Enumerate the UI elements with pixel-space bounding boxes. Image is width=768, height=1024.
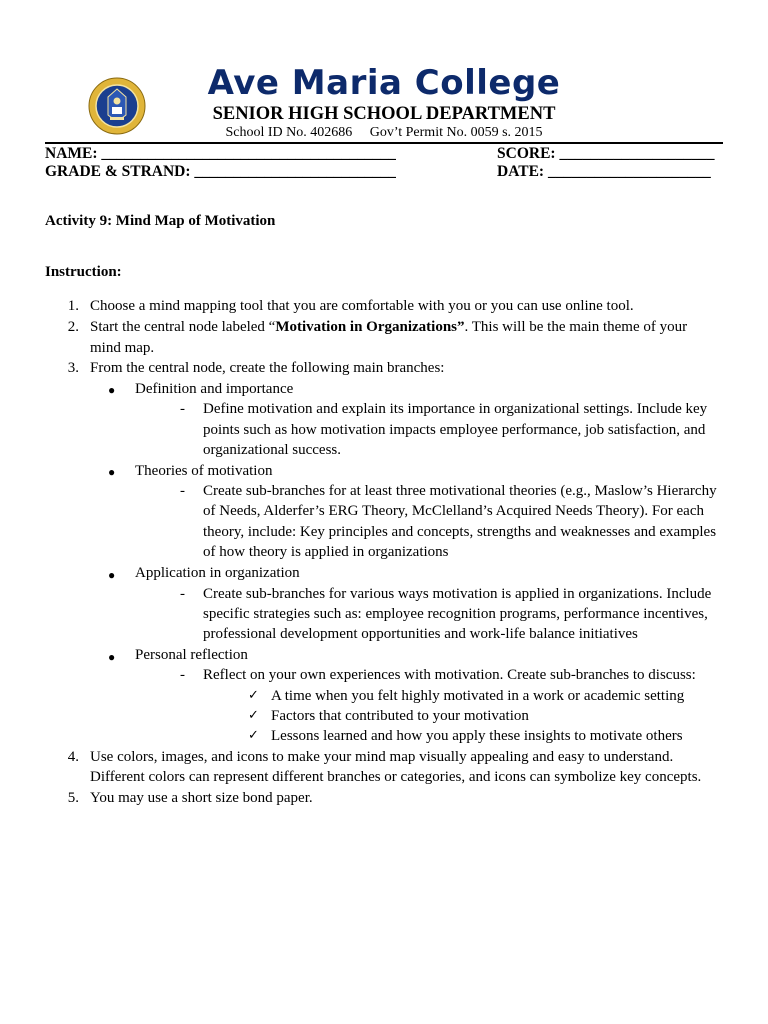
branch-detail: Create sub-branches for at least three motivational theories (e.g., Maslow’s Hierarchy xyxy=(203,483,717,499)
list-number: 5. xyxy=(67,790,79,806)
school-id: School ID No. 402686 xyxy=(225,125,353,140)
reflection-point: A time when you felt highly motivated in a work or academic setting xyxy=(271,688,685,704)
list-item-text: From the central node, create the following main branches: xyxy=(90,360,445,376)
text-segment: Start the central node labeled “ xyxy=(90,319,276,335)
name-field[interactable]: NAME: ______________________________________ xyxy=(45,145,396,162)
list-number: 4. xyxy=(67,749,79,765)
bullet-icon: ● xyxy=(108,465,116,479)
activity-title: Activity 9: Mind Map of Motivation xyxy=(45,213,276,229)
checkmark-icon: ✓ xyxy=(248,728,259,743)
bullet-icon: ● xyxy=(108,650,116,664)
list-number: 3. xyxy=(67,360,79,376)
list-item-text: You may use a short size bond paper. xyxy=(90,790,313,806)
dash-marker: - xyxy=(180,667,185,683)
checkmark-icon: ✓ xyxy=(248,688,259,703)
branch-detail: organizational success. xyxy=(203,442,342,458)
school-ids xyxy=(0,124,768,142)
dash-marker: - xyxy=(180,586,185,602)
branch-label: Theories of motivation xyxy=(135,463,273,479)
branch-label: Personal reflection xyxy=(135,647,248,663)
list-item-text: Choose a mind mapping tool that you are comfortable with you or you can use online tool. xyxy=(90,298,634,314)
dash-marker: - xyxy=(180,483,185,499)
college-name: Ave Maria College xyxy=(207,63,561,103)
department-name: SENIOR HIGH SCHOOL DEPARTMENT xyxy=(212,104,556,124)
branch-detail: of how theory is applied in organizations xyxy=(203,544,449,560)
list-item-text: Use colors, images, and icons to make your mind map visually appealing and easy to understand. xyxy=(90,749,674,765)
instruction-label: Instruction: xyxy=(45,264,122,280)
branch-label: Application in organization xyxy=(135,565,300,581)
central-node-label: Motivation in Organizations” xyxy=(275,319,465,335)
list-number: 1. xyxy=(67,298,79,314)
list-item-text xyxy=(90,317,687,338)
reflection-point: Lessons learned and how you apply these insights to motivate others xyxy=(271,728,683,744)
government-permit: Gov’t Permit No. 0059 s. 2015 xyxy=(369,125,543,140)
reflection-point: Factors that contributed to your motivation xyxy=(271,708,529,724)
branch-detail: points such as how motivation impacts employee performance, job satisfaction, and xyxy=(203,422,706,438)
bullet-icon: ● xyxy=(108,568,116,582)
date-field[interactable]: DATE: _____________________ xyxy=(497,163,711,180)
branch-detail: Define motivation and explain its importance in organizational settings. Include key xyxy=(203,401,708,417)
grade-strand-field[interactable]: GRADE & STRAND: __________________________ xyxy=(45,163,396,180)
bullet-icon: ● xyxy=(108,383,116,397)
branch-detail: Create sub-branches for various ways motivation is applied in organizations. Include xyxy=(203,586,712,602)
list-item-text-continued: mind map. xyxy=(90,340,155,356)
branch-label: Definition and importance xyxy=(135,381,294,397)
branch-detail: specific strategies such as: employee recognition programs, performance incentives, xyxy=(203,606,708,622)
branch-detail: of Needs, Alderfer’s ERG Theory, McClelland’s Acquired Needs Theory). For each xyxy=(203,503,704,519)
branch-detail: Reflect on your own experiences with motivation. Create sub-branches to discuss: xyxy=(203,667,696,683)
list-number: 2. xyxy=(67,319,79,335)
text-segment: . This will be the main theme of your xyxy=(464,319,688,335)
branch-detail: theory, include: Key principles and concepts, strengths and weaknesses and examples xyxy=(203,524,717,540)
branch-detail: professional development opportunities and work-life balance initiatives xyxy=(203,626,638,642)
score-field[interactable]: SCORE: ____________________ xyxy=(497,145,715,162)
dash-marker: - xyxy=(180,401,185,417)
list-item-text-continued: Different colors can represent different branches or categories, and icons can symbolize key concepts. xyxy=(90,769,702,785)
checkmark-icon: ✓ xyxy=(248,708,259,723)
